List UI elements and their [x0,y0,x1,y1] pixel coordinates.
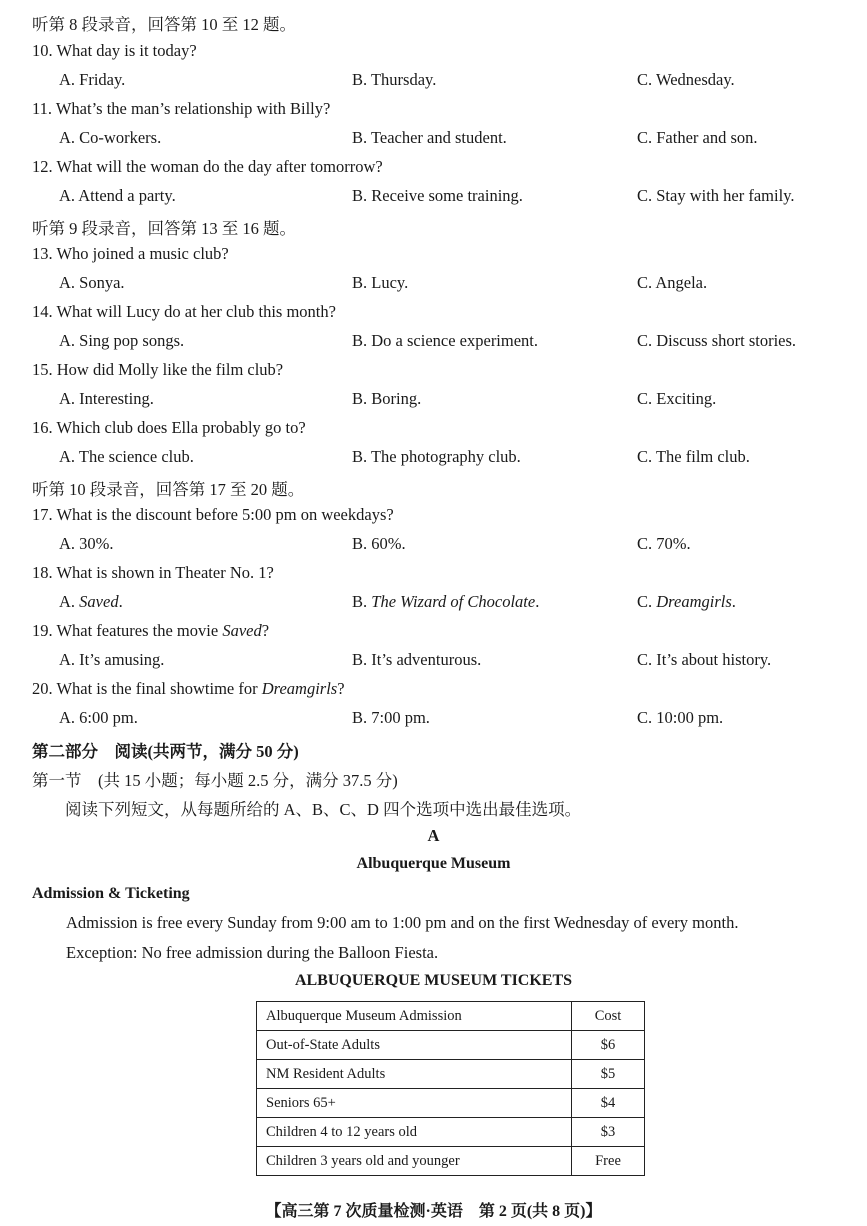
q16-option-c: C. The film club. [637,447,750,466]
tickets-table [256,1001,645,1176]
q18-option-a-suffix: . [118,592,123,611]
q18-option-c [637,592,736,612]
question-17: 17. What is the discount before 5:00 pm on weekdays? [32,505,394,524]
passage-title: Albuquerque Museum [356,855,511,872]
q17-option-a: A. 30%. [59,534,114,553]
ticket-cost: $3 [572,1118,645,1147]
q11-option-a: A. Co-workers. [59,128,162,147]
question-18: 18. What is shown in Theater No. 1? [32,563,274,582]
question-19 [32,621,867,641]
q18-option-b [352,592,539,612]
ticket-cost: $5 [572,1060,645,1089]
q17-option-b: B. 60%. [352,534,406,553]
q19-title: Saved [222,621,262,640]
ticket-cost: Free [572,1147,645,1176]
q19-prefix: 19. What features the movie [32,621,223,640]
part2-instructions: 阅读下列短文，从每题所给的 A、B、C、D 四个选项中选出最佳选项。 [65,800,582,819]
ticket-cost: $4 [572,1089,645,1118]
q10-option-c: C. Wednesday. [637,70,735,89]
q14-option-b: B. Do a science experiment. [352,331,539,350]
section-header-10: 听第 10 段录音，回答第 17 至 20 题。 [32,480,305,499]
q15-option-a: A. Interesting. [59,389,154,408]
q15-option-b: B. Boring. [352,389,422,408]
q16-option-b: B. The photography club. [352,447,521,466]
q10-option-b: B. Thursday. [352,70,437,89]
ticket-category: Children 3 years old and younger [257,1147,572,1176]
table-row [257,1089,645,1118]
q18-option-a-title: Saved [79,592,119,611]
ticket-cost: $6 [572,1031,645,1060]
page-footer: 【高三第 7 次质量检测·英语 第 2 页(共 8 页)】 [265,1203,602,1220]
q12-option-b: B. Receive some training. [352,186,523,205]
q14-option-c: C. Discuss short stories. [637,331,797,350]
ticket-category: Out-of-State Adults [257,1031,572,1060]
table-header-row [257,1002,645,1031]
part2-title: 第二部分 阅读(共两节，满分 50 分) [32,742,299,761]
table-header-cell: Cost [572,1002,645,1031]
q11-option-c: C. Father and son. [637,128,758,147]
passage-letter: A [427,826,440,845]
q18-option-c-suffix: . [731,592,736,611]
ticket-category: Seniors 65+ [257,1089,572,1118]
q18-option-a [59,592,123,612]
q20-option-c: C. 10:00 pm. [637,708,724,727]
q15-option-c: C. Exciting. [637,389,717,408]
q18-option-c-title: Dreamgirls [656,592,732,611]
table-row [257,1147,645,1176]
q19-suffix: ? [261,621,270,640]
q19-option-a: A. It’s amusing. [59,650,165,669]
ticket-category: NM Resident Adults [257,1060,572,1089]
question-12: 12. What will the woman do the day after tomorrow? [32,157,383,176]
question-11: 11. What’s the man’s relationship with Billy? [32,99,331,118]
q20-title: Dreamgirls [261,679,338,698]
q20-option-a: A. 6:00 pm. [59,708,138,727]
q12-option-c: C. Stay with her family. [637,186,795,205]
q18-option-b-prefix: B. [352,592,372,611]
q20-suffix: ? [337,679,345,698]
q10-option-a: A. Friday. [59,70,126,89]
q12-option-a: A. Attend a party. [59,186,176,205]
question-10: 10. What day is it today? [32,41,197,60]
question-15: 15. How did Molly like the film club? [32,360,284,379]
table-row [257,1118,645,1147]
q18-option-b-suffix: . [535,592,540,611]
q17-option-c: C. 70%. [637,534,691,553]
q19-option-c: C. It’s about history. [637,650,772,669]
table-row [257,1060,645,1089]
q16-option-a: A. The science club. [59,447,194,466]
q13-option-b: B. Lucy. [352,273,409,292]
admission-paragraph: Admission is free every Sunday from 9:00 am to 1:00 pm and on the first Wednesday of every month. [66,913,739,932]
table-row [257,1031,645,1060]
ticket-category: Children 4 to 12 years old [257,1118,572,1147]
q20-option-b: B. 7:00 pm. [352,708,430,727]
q18-option-b-title: The Wizard of Chocolate [371,592,536,611]
question-14: 14. What will Lucy do at her club this month? [32,302,336,321]
q13-option-c: C. Angela. [637,273,708,292]
table-header-cell: Albuquerque Museum Admission [257,1002,572,1031]
table-title: ALBUQUERQUE MUSEUM TICKETS [294,972,573,989]
q14-option-a: A. Sing pop songs. [59,331,185,350]
q18-option-c-prefix: C. [637,592,657,611]
question-16: 16. Which club does Ella probably go to? [32,418,306,437]
section-header-9: 听第 9 段录音，回答第 13 至 16 题。 [32,219,296,238]
q18-option-a-prefix: A. [59,592,80,611]
part2-subtitle: 第一节 (共 15 小题；每小题 2.5 分，满分 37.5 分) [32,771,398,790]
q20-prefix: 20. What is the final showtime for [32,679,262,698]
q13-option-a: A. Sonya. [59,273,125,292]
section-heading: Admission & Ticketing [32,885,190,902]
question-20 [32,679,867,699]
q11-option-b: B. Teacher and student. [352,128,507,147]
question-13: 13. Who joined a music club? [32,244,229,263]
q19-option-b: B. It’s adventurous. [352,650,482,669]
section-header-8: 听第 8 段录音，回答第 10 至 12 题。 [32,15,296,34]
exception-paragraph: Exception: No free admission during the Balloon Fiesta. [66,943,439,962]
